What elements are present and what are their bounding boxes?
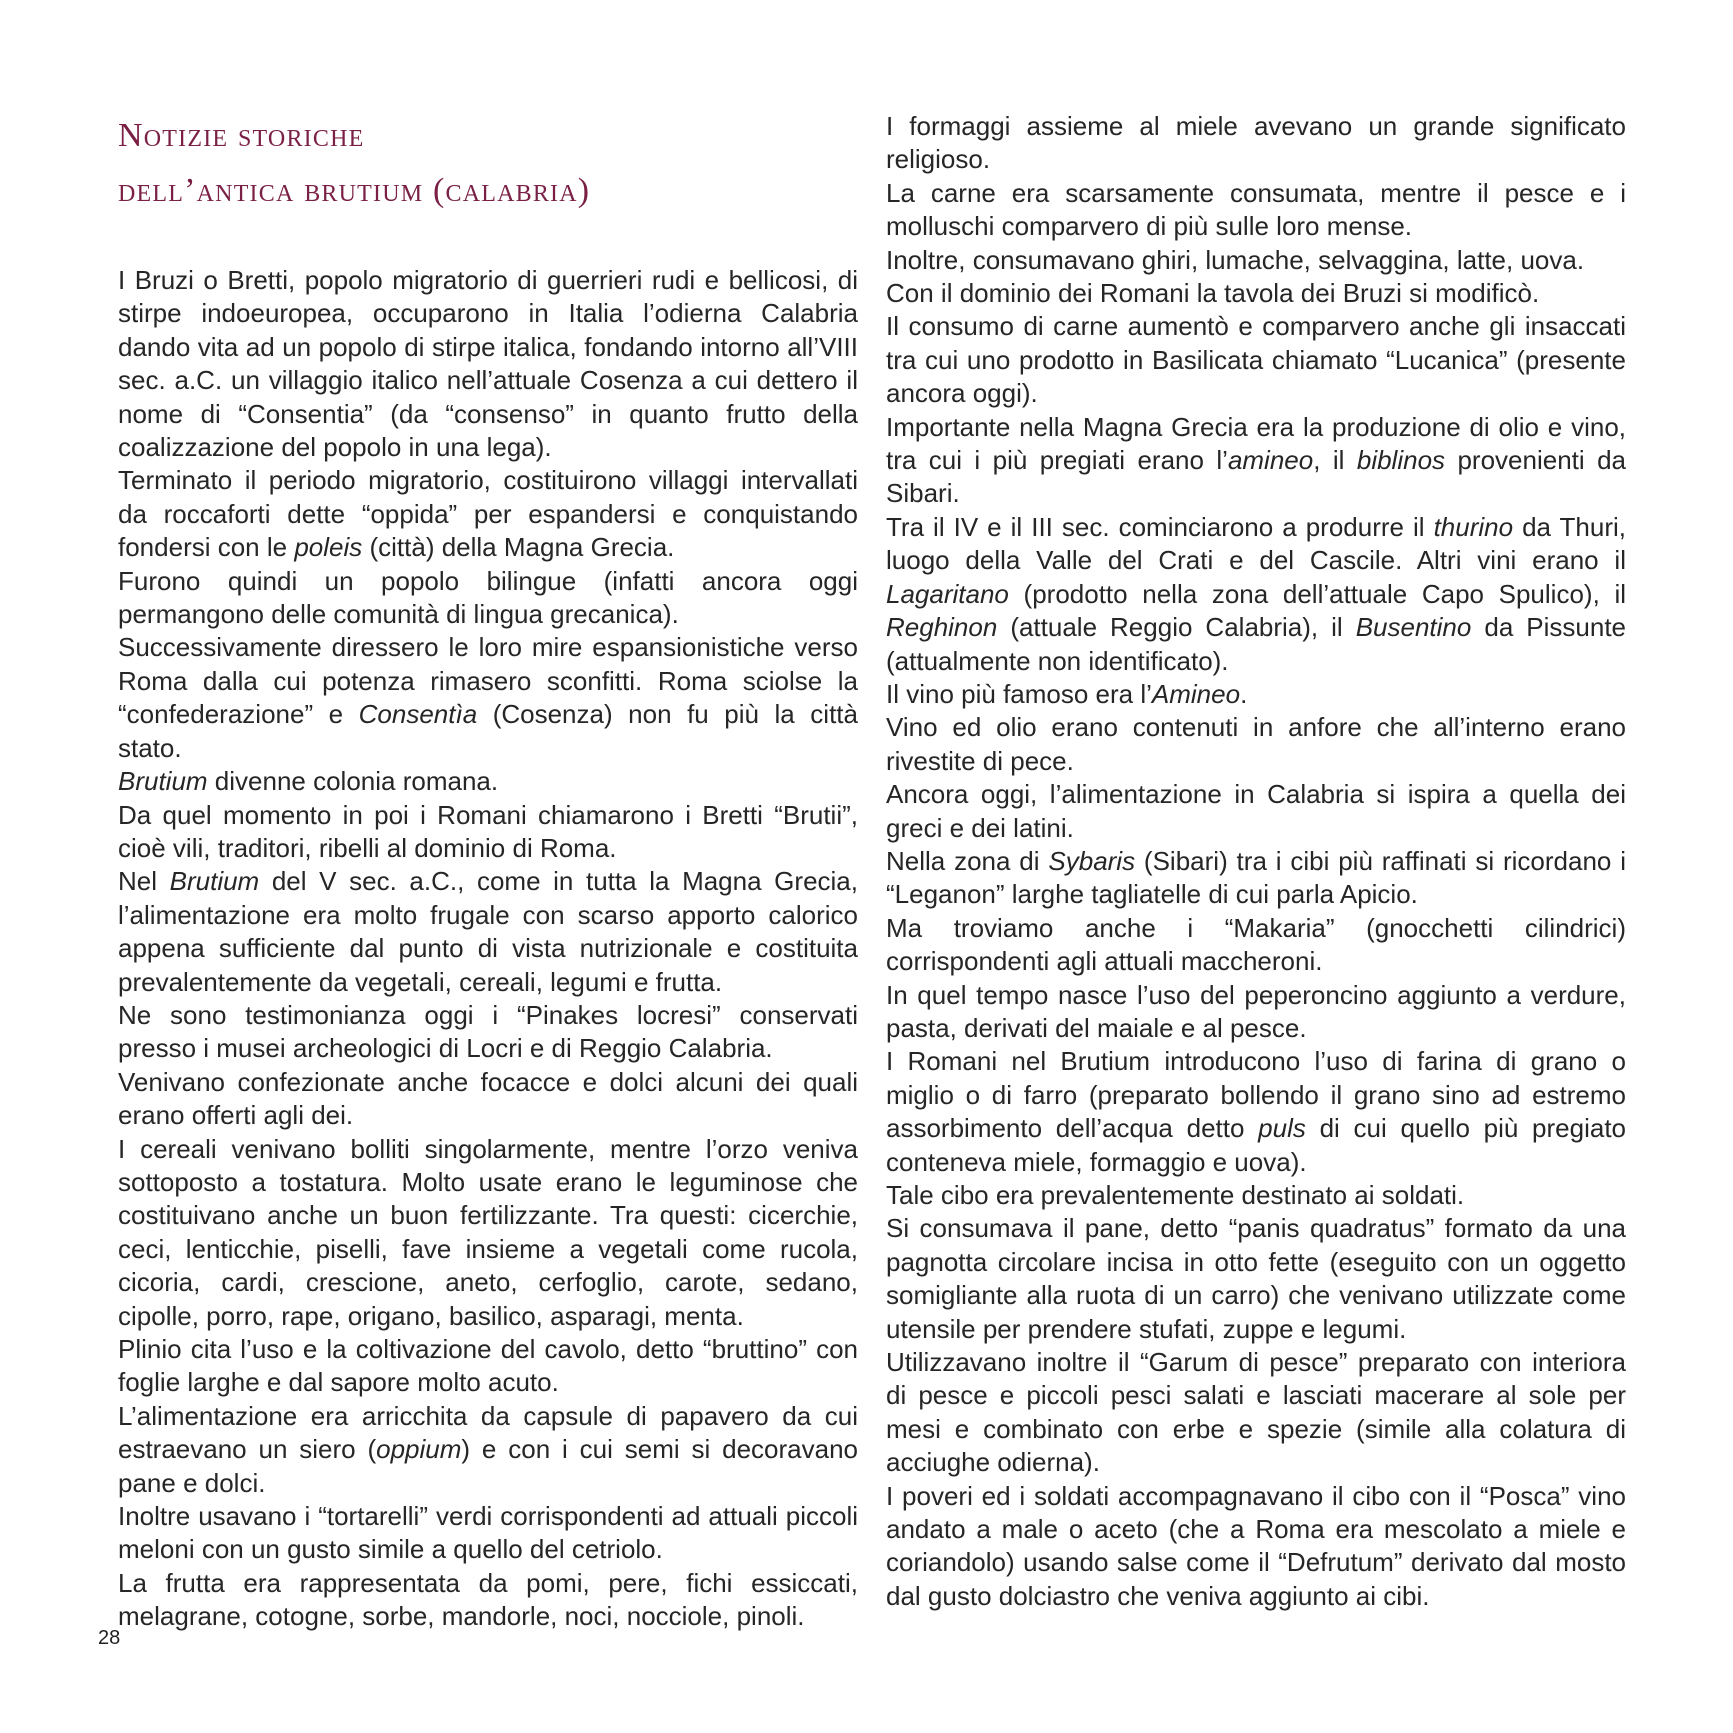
paragraph-text: , il [1313, 445, 1357, 476]
paragraph-text: (Sibari) tra i cibi più raffinati si ricordano i “Leganon” larghe tagliatelle di cui parla Apicio. [886, 845, 1626, 910]
paragraph-text: Il vino più famoso era l’ [886, 678, 1152, 709]
italic-term: Amineo [1151, 678, 1241, 709]
paragraph [118, 865, 858, 999]
italic-term: Consentìa [358, 699, 478, 730]
paragraph-text: La carne era scarsamente consumata, mentre il pesce e i molluschi comparvero di più sulle loro mense. [886, 177, 1626, 242]
paragraph [886, 177, 1626, 244]
paragraph [886, 912, 1626, 979]
paragraph-text: di cui quello più pregiato conteneva miele, formaggio e uova). [886, 1113, 1627, 1177]
italic-term: Sybaris [1048, 845, 1136, 876]
paragraph-text: (Cosenza) non fu più la città stato. [118, 699, 858, 763]
paragraph-text: da Pissunte (attualmente non identificato). [886, 612, 1627, 676]
paragraph-text: ) e con i cui semi si decoravano pane e dolci. [118, 1434, 858, 1498]
paragraph [118, 631, 858, 765]
paragraph [118, 264, 858, 464]
paragraph [118, 1066, 858, 1133]
paragraph [118, 765, 858, 798]
italic-term: poleis [294, 532, 363, 563]
italic-term: thurino [1433, 511, 1514, 542]
italic-term: Reghinon [886, 612, 998, 643]
paragraph-text: I Bruzi o Bretti, popolo migratorio di guerrieri rudi e bellicosi, di stirpe indoeuropea, occuparono in Italia l’odierna Calabria dando vita ad un popolo di stirpe italica, fondando intorno all’VIII sec. a.C. un villaggio italico nell’attuale Cosenza a cui dettero il nome di “Consentia” (da “consenso” in quanto frutto della coalizzazione del popolo in una lega). [118, 265, 858, 463]
paragraph [886, 310, 1626, 410]
paragraph [886, 1480, 1626, 1614]
italic-term: Lagaritano [886, 578, 1009, 609]
paragraph-text: Inoltre, consumavano ghiri, lumache, selvaggina, latte, uova. [886, 244, 1585, 275]
italic-term: Brutium [169, 866, 260, 897]
paragraph [886, 778, 1626, 845]
paragraph [886, 1179, 1626, 1212]
paragraph [886, 110, 1626, 177]
paragraph-text: provenienti da Sibari. [886, 445, 1626, 509]
paragraph-text: Si consumava il pane, detto “panis quadratus” formato da una pagnotta circolare incisa in otto fette (eseguito con un oggetto somigliante alla ruota di un carro) che venivano utilizzate come utensile per prendere stufati, zuppe e legumi. [886, 1213, 1626, 1344]
paragraph [886, 411, 1626, 511]
right-column [886, 110, 1626, 1613]
paragraph-text: Importante nella Magna Grecia era la produzione di olio e vino, tra cui i più pregiati erano l’ [886, 411, 1626, 476]
paragraph [886, 244, 1626, 277]
paragraph-text: (attuale Reggio Calabria), il [997, 612, 1356, 643]
paragraph-text: Da quel momento in poi i Romani chiamarono i Bretti “Brutii”, cioè vili, traditori, ribelli al dominio di Roma. [118, 799, 858, 863]
paragraph [118, 1400, 858, 1500]
paragraph-text: L’alimentazione era arricchita da capsule di papavero da cui estraevano un siero ( [118, 1400, 858, 1465]
paragraph-text: Tra il IV e il III sec. cominciarono a produrre il [886, 511, 1434, 542]
paragraph [118, 1500, 858, 1567]
left-column [118, 108, 858, 1634]
paragraph-text: da Thuri, luogo della Valle del Crati e del Cascile. Altri vini erano il [886, 511, 1626, 576]
paragraph [118, 565, 858, 632]
title-line-2: dell’antica brutium (calabria) [118, 172, 591, 209]
paragraph-text: I formaggi assieme al miele avevano un grande significato religioso. [886, 111, 1626, 175]
paragraph-text: Venivano confezionate anche focacce e dolci alcuni dei quali erano offerti agli dei. [118, 1066, 858, 1131]
paragraph-text: (città) della Magna Grecia. [362, 532, 675, 563]
italic-term: biblinos [1356, 445, 1446, 476]
page-title [118, 108, 858, 218]
paragraph-text: Vino ed olio erano contenuti in anfore che all’interno erano rivestite di pece. [886, 712, 1626, 776]
paragraph-text: del V sec. a.C., come in tutta la Magna Grecia, l’alimentazione era molto frugale con scarso apporto calorico appena sufficiente dal punto di vista nutrizionale e costituita prevalentemente da vegetali, cereali, legumi e frutta. [118, 866, 858, 997]
paragraph-text: Terminato il periodo migratorio, costituirono villaggi intervallati da roccaforti dette “oppida” per espandersi e conquistando fondersi con le [118, 465, 858, 563]
paragraph-text: . [1240, 678, 1248, 709]
paragraph-text: Con il dominio dei Romani la tavola dei Bruzi si modificò. [886, 278, 1540, 309]
paragraph-text: Nel [118, 866, 170, 897]
paragraph-text: Tale cibo era prevalentemente destinato ai soldati. [886, 1180, 1465, 1210]
paragraph [886, 845, 1626, 912]
left-column-body [118, 264, 858, 1634]
paragraph [118, 1567, 858, 1634]
paragraph-text: Nella zona di [886, 845, 1049, 876]
paragraph [118, 464, 858, 564]
paragraph [886, 1346, 1626, 1480]
paragraph [118, 1133, 858, 1333]
right-column-body [886, 110, 1626, 1613]
paragraph-text: Successivamente diressero le loro mire espansionistiche verso Roma dalla cui potenza rimasero sconfitti. Roma sciolse la “confederazione” e [118, 632, 858, 730]
paragraph [118, 1333, 858, 1400]
page-number: 28 [98, 1627, 121, 1649]
paragraph-text: Plinio cita l’uso e la coltivazione del cavolo, detto “bruttino” con foglie larghe e dal sapore molto acuto. [118, 1334, 858, 1398]
paragraph-text: Utilizzavano inoltre il “Garum di pesce” preparato con interiora di pesce e piccoli pesci salati e lasciati macerare al sole per mesi e combinato con erbe e spezie (simile alla colatura di acciughe odierna). [886, 1347, 1626, 1478]
italic-term: amineo [1227, 445, 1314, 476]
paragraph-text: I poveri ed i soldati accompagnavano il cibo con il “Posca” vino andato a male o aceto (che a Roma era mescolato a miele e coriandolo) usando salse come il “Defrutum” derivato dal mosto dal gusto dolciastro che veniva aggiunto ai cibi. [886, 1480, 1626, 1611]
paragraph [886, 1212, 1626, 1346]
paragraph [886, 1045, 1626, 1179]
paragraph [118, 999, 858, 1066]
paragraph [886, 678, 1626, 711]
paragraph-text: I cereali venivano bolliti singolarmente, mentre l’orzo veniva sottoposto a tostatura. Molto usate erano le leguminose che costituivano anche un buon fertilizzante. Tra questi: cicerchie, ceci, lenticchie, piselli, fave insieme a vegetali come rucola, cicoria, cardi, crescione, aneto, cerfoglio, carote, sedano, cipolle, porro, rape, origano, basilico, asparagi, menta. [118, 1133, 858, 1331]
paragraph [886, 979, 1626, 1046]
paragraph-text: (prodotto nella zona dell’attuale Capo Spulico), il [1008, 578, 1626, 609]
paragraph-text: divenne colonia romana. [207, 766, 499, 797]
italic-term: Brutium [118, 766, 208, 797]
title-line-1: Notizie storiche [118, 117, 365, 154]
italic-term: Busentino [1355, 612, 1472, 643]
paragraph-text: Furono quindi un popolo bilingue (infatti ancora oggi permangono delle comunità di lingua grecanica). [118, 565, 858, 630]
paragraph-text: In quel tempo nasce l’uso del peperoncino aggiunto a verdure, pasta, derivati del maiale e al pesce. [886, 979, 1626, 1043]
paragraph [118, 799, 858, 866]
paragraph-text: Inoltre usavano i “tortarelli” verdi corrispondenti ad attuali piccoli meloni con un gusto simile a quello del cetriolo. [118, 1501, 858, 1565]
italic-term: puls [1258, 1113, 1306, 1144]
paragraph-text: Ancora oggi, l’alimentazione in Calabria si ispira a quella dei greci e dei latini. [886, 779, 1626, 843]
paragraph-text: Ne sono testimonianza oggi i “Pinakes locresi” conservati presso i musei archeologici di Locri e di Reggio Calabria. [118, 999, 858, 1064]
paragraph-text: Ma troviamo anche i “Makaria” (gnocchetti cilindrici) corrispondenti agli attuali maccheroni. [886, 912, 1626, 977]
paragraph [886, 511, 1626, 678]
paragraph-text: Il consumo di carne aumentò e comparvero anche gli insaccati tra cui uno prodotto in Basilicata chiamato “Lucanica” (presente ancora oggi). [886, 311, 1626, 409]
paragraph [886, 277, 1626, 310]
paragraph-text: I Romani nel Brutium introducono l’uso di farina di grano o miglio o di farro (preparato bollendo il grano sino ad estremo assorbimento dell’acqua detto [886, 1046, 1626, 1144]
paragraph-text: La frutta era rappresentata da pomi, pere, fichi essiccati, melagrane, cotogne, sorbe, mandorle, noci, nocciole, pinoli. [118, 1567, 858, 1632]
italic-term: oppium [376, 1434, 462, 1465]
paragraph [886, 711, 1626, 778]
